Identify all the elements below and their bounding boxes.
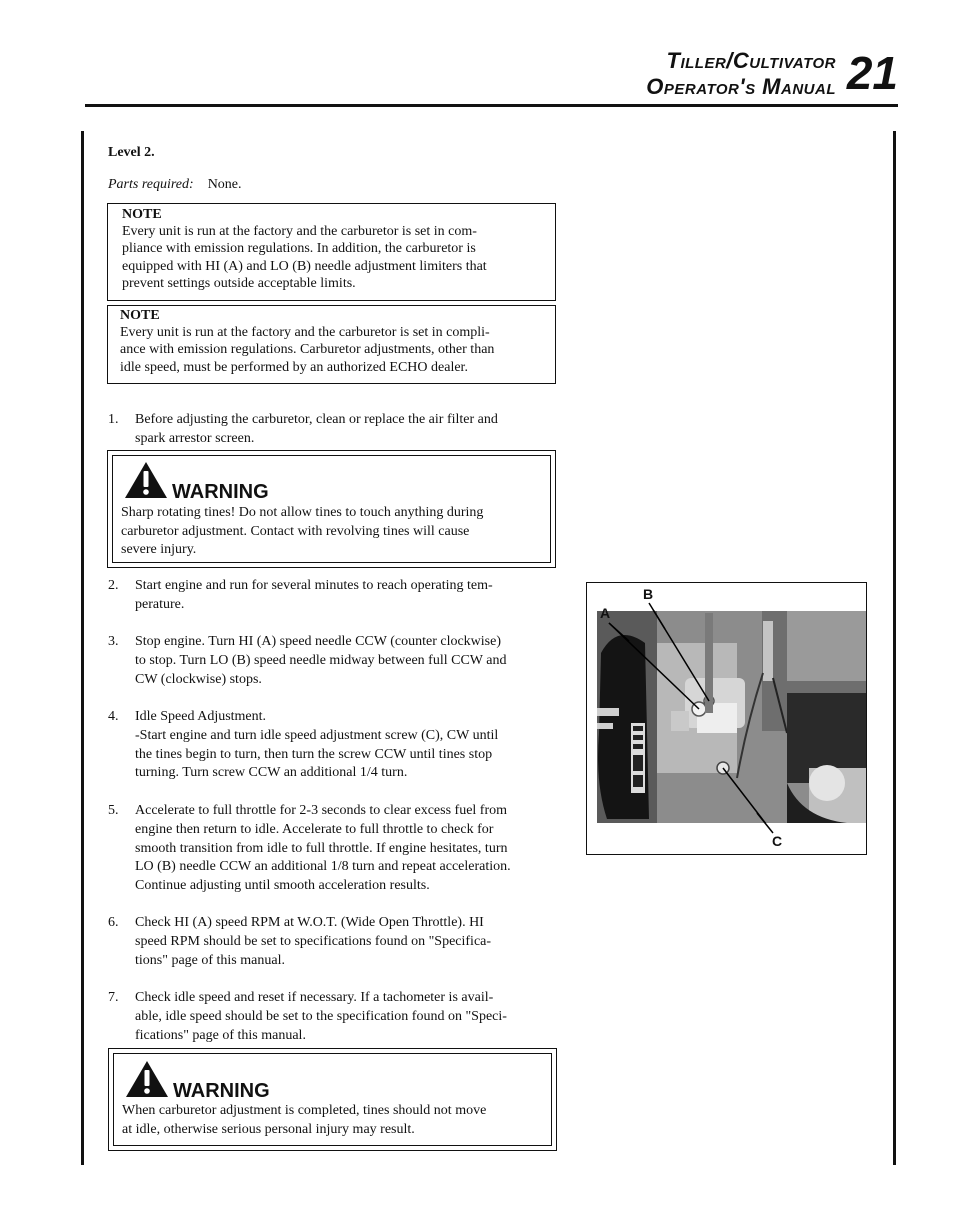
note-line: ance with emission regulations. Carburetor adjustments, other than <box>120 342 495 358</box>
step-text <box>135 411 498 449</box>
page-number: 21 <box>846 47 898 99</box>
step-3 <box>108 633 506 689</box>
step-line: LO (B) needle CCW an additional 1/8 turn and repeat acceleration. <box>135 859 511 875</box>
parts-required-value: None. <box>207 177 242 192</box>
step-line: tions" page of this manual. <box>135 952 285 968</box>
step-number: 6. <box>108 915 119 930</box>
note-text <box>120 324 543 376</box>
note-line: idle speed, must be performed by an authorized ECHO dealer. <box>120 359 468 375</box>
step-line: turning. Turn screw CCW an additional 1/4 turn. <box>135 765 408 781</box>
manual-title-line1: Tiller/Cultivator <box>666 48 836 73</box>
note-box-dealer <box>107 305 556 384</box>
note-box-limiters <box>107 203 556 301</box>
note-heading: NOTE <box>120 308 160 323</box>
step-number: 7. <box>108 990 119 1005</box>
step-text <box>135 577 493 615</box>
warning-box-tines <box>107 450 556 568</box>
warning-heading: WARNING <box>173 1080 270 1102</box>
note-line: prevent settings outside acceptable limits. <box>122 275 356 291</box>
step-number: 4. <box>108 709 119 724</box>
warning-line: at idle, otherwise serious personal injury may result. <box>122 1121 415 1137</box>
step-text <box>135 989 507 1045</box>
warning-text <box>121 504 483 560</box>
step-line: Start engine and run for several minutes to reach operating tem- <box>135 578 493 593</box>
step-line: Accelerate to full throttle for 2-3 seconds to clear excess fuel from <box>135 803 508 818</box>
step-line: -Start engine and turn idle speed adjustment screw (C), CW until <box>135 727 499 743</box>
step-number: 3. <box>108 634 119 649</box>
step-line: Before adjusting the carburetor, clean or replace the air filter and <box>135 412 498 427</box>
right-margin-rule <box>893 131 896 1165</box>
step-line: Check HI (A) speed RPM at W.O.T. (Wide Open Throttle). HI <box>135 915 484 930</box>
step-4 <box>108 708 498 783</box>
step-line: the tines begin to turn, then turn the screw CCW until tines stop <box>135 746 493 762</box>
warning-line: Sharp rotating tines! Do not allow tines to touch anything during <box>121 505 484 520</box>
left-margin-rule <box>81 131 84 1165</box>
step-line: engine then return to idle. Accelerate to full throttle to check for <box>135 821 494 837</box>
warning-text <box>122 1102 486 1139</box>
step-number: 1. <box>108 412 119 427</box>
warning-triangle-icon <box>125 1060 169 1098</box>
note-heading: NOTE <box>122 207 162 222</box>
step-2 <box>108 577 493 615</box>
header-divider <box>85 104 898 107</box>
warning-triangle-icon <box>124 461 168 499</box>
section-level-heading: Level 2. <box>108 145 155 160</box>
note-line: Every unit is run at the factory and the carburetor is set in com- <box>122 224 477 239</box>
warning-line: carburetor adjustment. Contact with revolving tines will cause <box>121 523 470 539</box>
step-line: Stop engine. Turn HI (A) speed needle CCW (counter clockwise) <box>135 634 501 649</box>
parts-required-label: Parts required: <box>108 177 194 192</box>
step-line: spark arrestor screen. <box>135 430 255 446</box>
step-line: fications" page of this manual. <box>135 1027 306 1043</box>
step-number: 5. <box>108 803 119 818</box>
note-line: Every unit is run at the factory and the carburetor is set in compli- <box>120 325 490 340</box>
step-line: smooth transition from idle to full throttle. If engine hesitates, turn <box>135 840 508 856</box>
step-text <box>135 708 498 783</box>
note-line: pliance with emission regulations. In addition, the carburetor is <box>122 241 476 257</box>
manual-title <box>646 48 836 100</box>
note-line: equipped with HI (A) and LO (B) needle adjustment limiters that <box>122 258 487 274</box>
warning-line: severe injury. <box>121 542 197 557</box>
step-7 <box>108 989 507 1045</box>
step-1 <box>108 411 498 449</box>
warning-heading: WARNING <box>172 481 269 503</box>
step-line: CW (clockwise) stops. <box>135 671 262 687</box>
manual-title-line2: Operator's Manual <box>646 74 836 99</box>
step-text <box>135 914 491 970</box>
step-text <box>135 633 506 689</box>
step-number: 2. <box>108 578 119 593</box>
step-6 <box>108 914 491 970</box>
warning-box-idle <box>108 1048 557 1151</box>
step-5 <box>108 802 511 896</box>
carburetor-photo <box>587 583 866 854</box>
step-line: perature. <box>135 596 185 612</box>
step-line: Continue adjusting until smooth acceleration results. <box>135 878 430 894</box>
figure-label-b: B <box>643 586 654 602</box>
step-line: to stop. Turn LO (B) speed needle midway between full CCW and <box>135 652 507 668</box>
step-text <box>135 802 511 896</box>
figure-label-a: A <box>600 605 611 621</box>
step-line: able, idle speed should be set to the specification found on "Speci- <box>135 1008 507 1024</box>
step-line: Check idle speed and reset if necessary. If a tachometer is avail- <box>135 990 494 1005</box>
parts-required <box>108 177 242 193</box>
note-text <box>122 223 541 292</box>
figure-label-c: C <box>772 833 783 849</box>
warning-line: When carburetor adjustment is completed, tines should not move <box>122 1103 487 1118</box>
step-line: speed RPM should be set to specifications found on "Specifica- <box>135 933 492 949</box>
carburetor-figure <box>586 582 867 855</box>
step-line: Idle Speed Adjustment. <box>135 709 267 724</box>
